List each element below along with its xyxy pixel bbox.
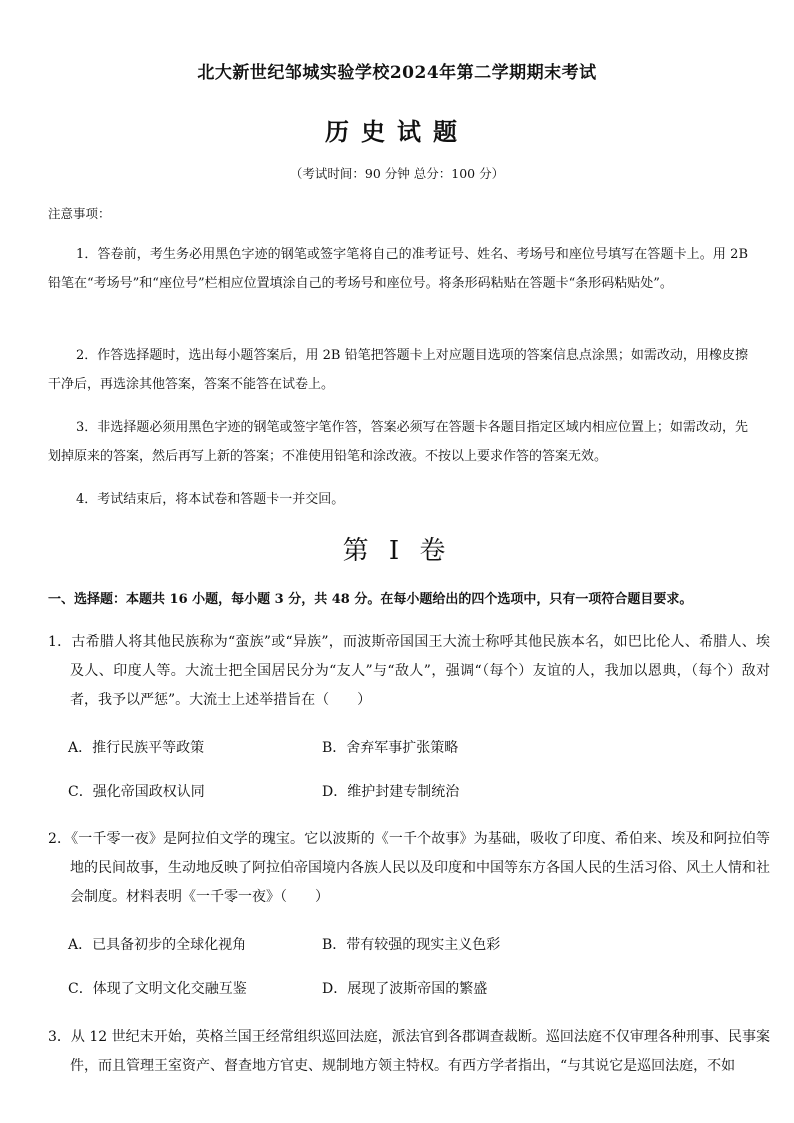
question-2-option-d: D．展现了波斯帝国的繁盛 [322,981,488,997]
question-1-option-a: A．推行民族平等政策 [68,740,205,756]
section-instructions: 一、选择题：本题共 16 小题，每小题 3 分，共 48 分。在每小题给出的四个选项中，只有一项符合题目要求。 [48,592,693,607]
school-exam-title: 北大新世纪邹城实验学校2024年第二学期期末考试 [197,63,597,83]
question-2-option-b: B．带有较强的现实主义色彩 [322,937,501,953]
question-1-option-c: C．强化帝国政权认同 [68,784,205,800]
notice-item-1: 1．答卷前，考生务必用黑色字迹的钢笔或签字笔将自己的准考证号、姓名、考场号和座位号填写在答题卡上。用 2B 铅笔在“考场号”和“座位号”栏相应位置填涂自己的考场号和座位号。将条形码粘贴在答题卡“条形码粘贴处”。 [48,247,748,291]
question-2-option-a: A．已具备初步的全球化视角 [68,937,247,953]
notice-item-2: 2．作答选择题时，选出每小题答案后，用 2B 铅笔把答题卡上对应题目选项的答案信息点涂黑；如需改动，用橡皮擦干净后，再选涂其他答案，答案不能答在试卷上。 [48,348,748,392]
volume-title: 第 I 卷 [342,536,452,566]
question-1-option-d: D．维护封建专制统治 [322,784,460,800]
question-1-option-b: B．舍弃军事扩张策略 [322,740,459,756]
subject-title: 历史试题 [325,117,469,146]
question-3-stem: 3．从 12 世纪末开始，英格兰国王经常组织巡回法庭，派法官到各郡调查裁断。巡回法庭不仅审理各种刑事、民事案件，而且管理王室资产、督查地方官吏、规制地方领主特权。有西方学者指出，“与其说它是巡回法庭，不如 [48,1029,770,1074]
notice-heading: 注意事项： [48,206,111,221]
notice-item-4: 4．考试结束后，将本试卷和答题卡一并交回。 [76,492,345,507]
question-1-stem: 1．古希腊人将其他民族称为“蛮族”或“异族”，而波斯帝国国王大流士称呼其他民族本名，如巴比伦人、希腊人、埃及人、印度人等。大流士把全国居民分为“友人”与“敌人”，强调“（每个）友谊的人，我加以恩典，（每个）敌对者，我予以严惩”。大流士上述举措旨在（ ） [48,634,770,708]
exam-time-info: （考试时间：90 分钟 总分：100 分） [289,166,505,181]
question-2-stem: 2．《一千零一夜》是阿拉伯文学的瑰宝。它以波斯的《一千个故事》为基础，吸收了印度、希伯来、埃及和阿拉伯等地的民间故事，生动地反映了阿拉伯帝国境内各族人民以及印度和中国等东方各国人民的生活习俗、风土人情和社会制度。材料表明《一千零一夜》（ ） [48,831,770,905]
notice-item-3: 3．非选择题必须用黑色字迹的钢笔或签字笔作答，答案必须写在答题卡各题目指定区域内相应位置上；如需改动，先划掉原来的答案，然后再写上新的答案；不准使用铅笔和涂改液。不按以上要求作答的答案无效。 [48,420,748,464]
question-2-option-c: C．体现了文明文化交融互鉴 [68,981,247,997]
